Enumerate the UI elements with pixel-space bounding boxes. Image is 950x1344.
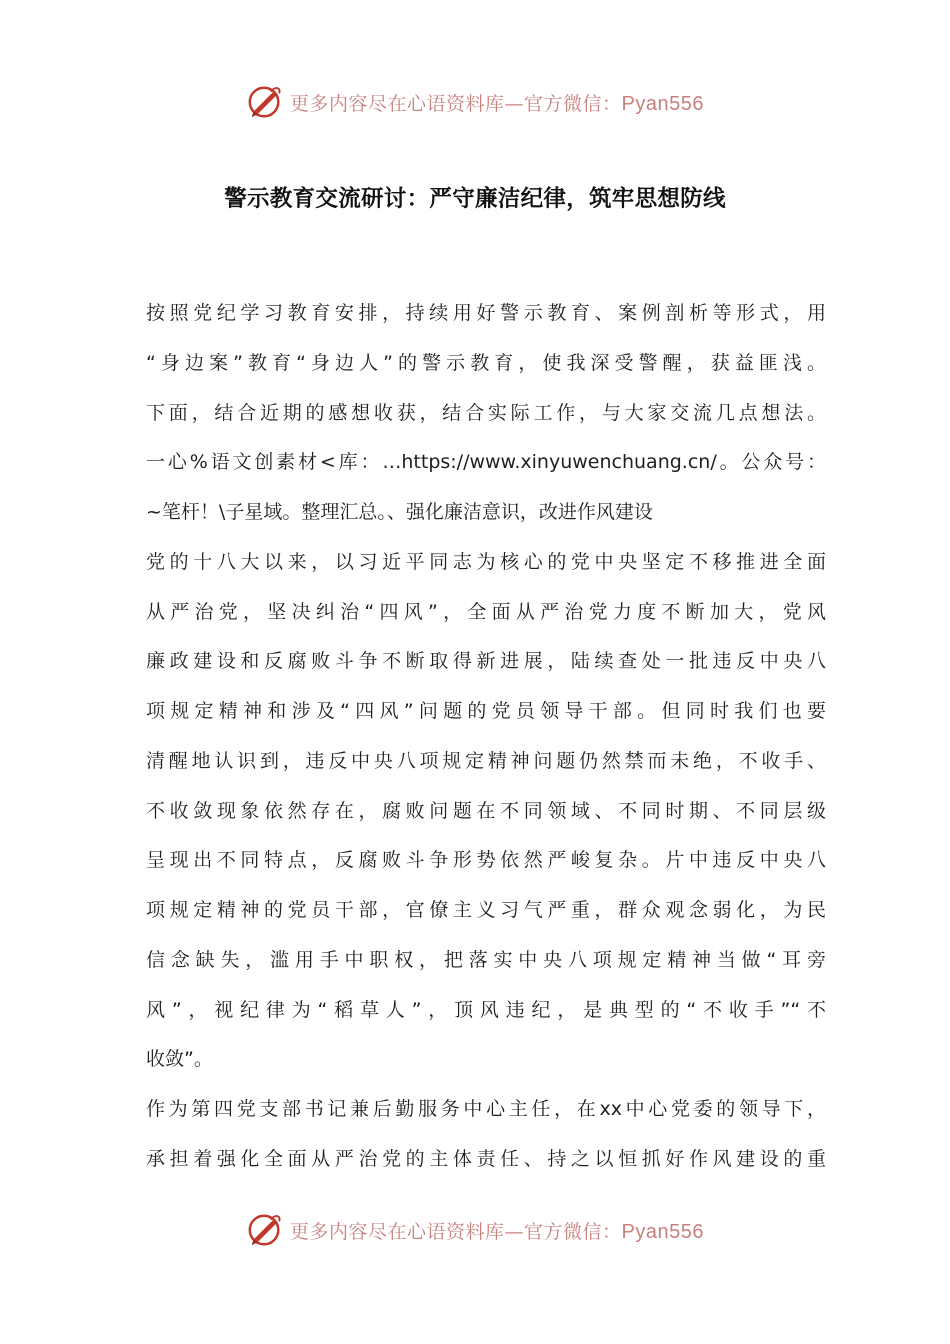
body-line: 清醒地认识到，违反中央八项规定精神问题仍然禁而未绝，不收手、 — [146, 749, 826, 772]
body-line: 党的十八大以来，以习近平同志为核心的党中央坚定不移推进全面 — [146, 550, 826, 573]
body-line: “身边案”教育“身边人”的警示教育，使我深受警醒，获益匪浅。 — [146, 351, 826, 374]
body-line: 项规定精神的党员干部，官僚主义习气严重，群众观念弱化，为民 — [146, 899, 826, 921]
body-line: 一心%语文创素材<库：…https://www.xinyuwenchuang.cn/。公众号： — [146, 451, 826, 474]
body-line: 信念缺失，滥用手中职权，把落实中央八项规定精神当做“耳旁 — [146, 948, 826, 971]
pen-logo-icon — [246, 1211, 284, 1249]
header-watermark-banner — [0, 80, 950, 124]
body-line: 项规定精神和涉及“四风”问题的党员领导干部。但同时我们也要 — [146, 700, 826, 722]
footer-watermark-banner — [0, 1208, 950, 1252]
body-line: 呈现出不同特点，反腐败斗争形势依然严峻复杂。片中违反中央八 — [146, 849, 826, 872]
footer-wechat-id: Pyan556 — [621, 1220, 704, 1243]
document-title: 警示教育交流研讨：严守廉洁纪律，筑牢思想防线 — [224, 186, 726, 212]
header-wechat-id: Pyan556 — [621, 92, 704, 115]
body-line: 按照党纪学习教育安排，持续用好警示教育、案例剖析等形式，用 — [146, 302, 826, 324]
footer-watermark-text: 更多内容尽在心语资料库—官方微信：Pyan556 — [290, 1220, 704, 1243]
body-line: 收敛”。 — [146, 1048, 213, 1071]
body-line: 作为第四党支部书记兼后勤服务中心主任，在xx中心党委的领导下， — [146, 1098, 826, 1120]
body-line: 承担着强化全面从严治党的主体责任、持之以恒抓好作风建设的重 — [146, 1147, 826, 1170]
body-line: 下面，结合近期的感想收获，结合实际工作，与大家交流几点想法。 — [146, 401, 826, 424]
body-line: 从严治党，坚决纠治“四风”，全面从严治党力度不断加大，党风 — [146, 600, 826, 623]
body-line: 廉政建设和反腐败斗争不断取得新进展，陆续查处一批违反中央八 — [146, 650, 826, 673]
body-line: ~笔杆！\子星域。整理汇总。、强化廉洁意识，改进作风建设 — [146, 501, 653, 523]
pen-logo-icon — [246, 83, 284, 121]
body-line: 不收敛现象依然存在，腐败问题在不同领域、不同时期、不同层级 — [146, 799, 826, 822]
body-line: 风”，视纪律为“稻草人”，顶风违纪，是典型的“不收手”“不 — [146, 998, 826, 1021]
document-body — [146, 296, 826, 1192]
header-watermark-text: 更多内容尽在心语资料库—官方微信：Pyan556 — [290, 92, 704, 115]
